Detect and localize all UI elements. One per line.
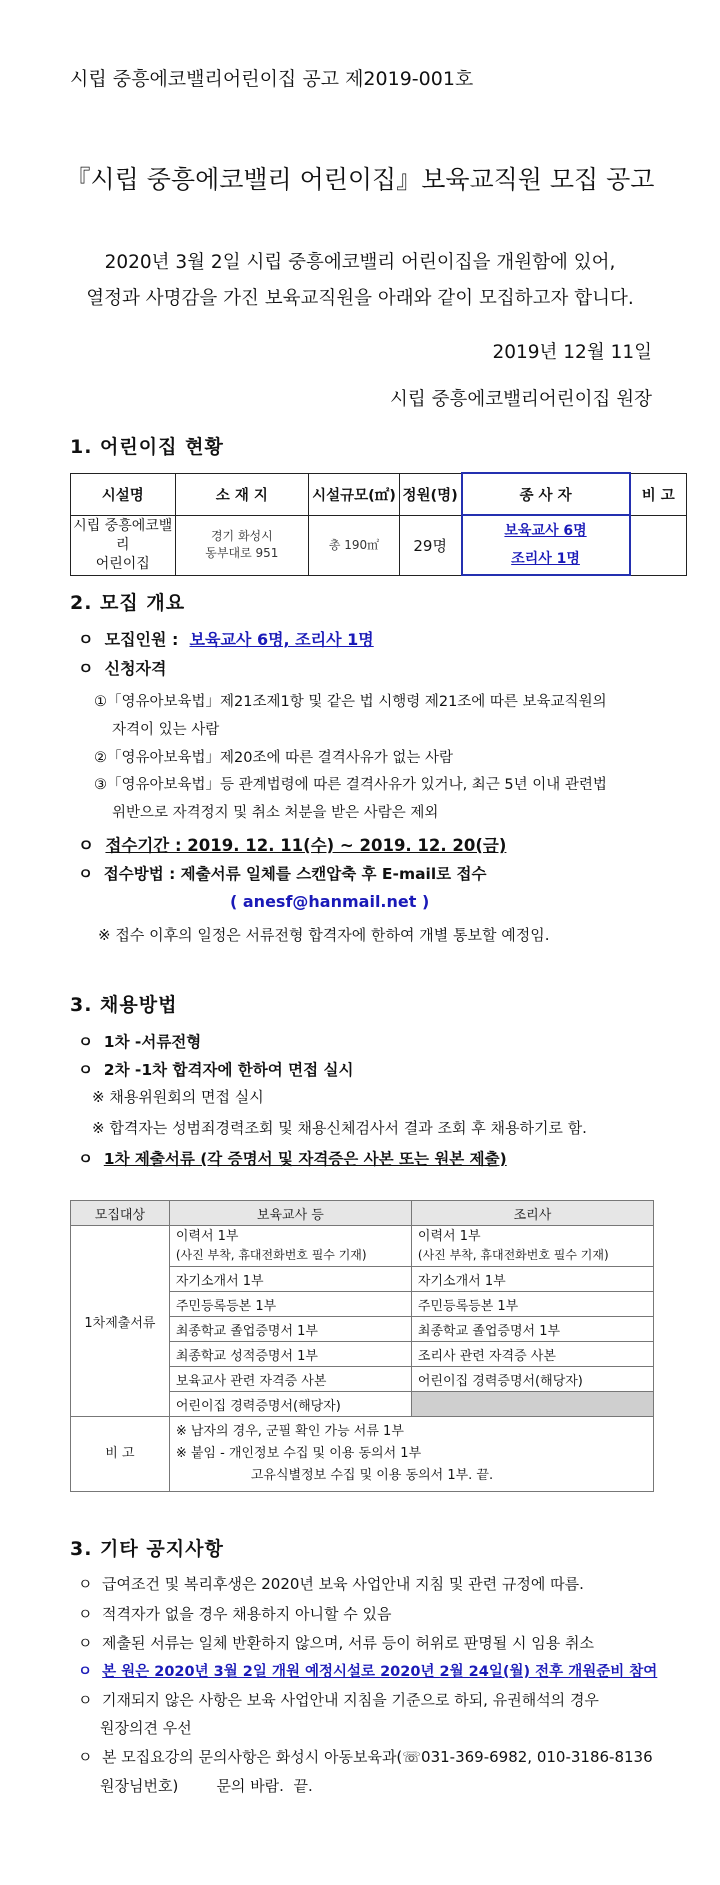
qualification-1a: ①「영유아보육법」제21조제1항 및 같은 법 시행령 제21조에 따른 보육교직원의: [94, 694, 607, 710]
cook-doc-empty: [411, 1392, 653, 1417]
other-item-text: 본 모집요강의 문의사항은 화성시 아동보육과(☏031-369-6982, 010-3186-8136: [102, 1748, 653, 1766]
other-item-text: 급여조건 및 복리후생은 2020년 보육 사업안내 지침 및 관련 규정에 따름.: [102, 1575, 584, 1593]
facility-address: [175, 515, 309, 575]
facility-name: [71, 515, 176, 575]
teacher-doc: 주민등록등본 1부: [169, 1292, 411, 1317]
facility-table-header: [71, 473, 687, 515]
bullet-icon: ㅇ: [78, 1748, 93, 1766]
qualification-3a: ③「영유아보육법」등 관계법령에 따른 결격사유가 있거나, 최근 5년 이내 관련법: [94, 777, 607, 793]
facility-name-line: 어린이집: [95, 555, 150, 572]
step-1: [78, 1030, 201, 1052]
section-1-title: 1. 어린이집 현황: [70, 436, 224, 458]
teacher-doc: 최종학교 성적증명서 1부: [169, 1342, 411, 1367]
facility-table: [70, 472, 687, 576]
bullet-icon: ㅇ: [78, 1150, 93, 1168]
facility-name-line: 시립 중흥에코밸리: [73, 517, 173, 553]
facility-capacity: 29명: [399, 515, 461, 575]
remark-line: ※ 남자의 경우, 군필 확인 가능 서류 1부: [175, 1424, 404, 1439]
section-3-title: 3. 채용방법: [70, 994, 178, 1016]
application-email[interactable]: ( anesf@hanmail.net ): [230, 892, 430, 911]
doc-row: [71, 1226, 654, 1267]
qualification-heading: [78, 656, 166, 679]
col-header: 시설규모(㎡): [309, 473, 400, 515]
documents-table: [70, 1200, 654, 1492]
bullet-icon: ㅇ: [78, 1634, 93, 1652]
recruit-line: [78, 627, 374, 650]
bullet-icon: ㅇ: [78, 836, 94, 855]
facility-note: [630, 515, 687, 575]
step-2: [78, 1058, 353, 1080]
qualification-1b: 자격이 있는 사람: [112, 722, 220, 738]
other-item-text: 적격자가 없을 경우 채용하지 아니할 수 있음: [102, 1605, 392, 1623]
teacher-doc: [169, 1226, 411, 1267]
recruit-label: 모집인원 :: [104, 630, 179, 649]
facility-staff: [462, 515, 630, 575]
teacher-doc: 보육교사 관련 자격증 사본: [169, 1367, 411, 1392]
qualification-2: ②「영유아보육법」제20조에 따른 결격사유가 없는 사람: [94, 750, 454, 766]
cook-doc: 주민등록등본 1부: [411, 1292, 653, 1317]
col-header: 비 고: [630, 473, 687, 515]
doc-line: 이력서 1부: [175, 1229, 239, 1244]
col-header: 보육교사 등: [169, 1201, 411, 1226]
bullet-icon: ㅇ: [78, 1033, 93, 1051]
teacher-doc: 자기소개서 1부: [169, 1267, 411, 1292]
hiring-note: ※ 합격자는 성범죄경력조회 및 채용신체검사서 결과 조회 후 채용하기로 함.: [92, 1119, 587, 1137]
other-item-6: [78, 1746, 653, 1767]
cook-doc: [411, 1226, 653, 1267]
staff-cook: 조리사 1명: [511, 551, 580, 567]
submission-docs: [78, 1147, 507, 1169]
other-item-2: [78, 1603, 391, 1624]
other-item-5: [78, 1689, 599, 1710]
teacher-doc: 최종학교 졸업증명서 1부: [169, 1317, 411, 1342]
bullet-icon: ㅇ: [78, 659, 94, 678]
recruit-value: 보육교사 6명, 조리사 1명: [189, 630, 374, 649]
qualification-label: 신청자격: [104, 659, 167, 678]
other-item-text: 기재되지 않은 사항은 보육 사업안내 지침을 기준으로 하되, 유권해석의 경우: [102, 1691, 599, 1709]
col-header-staff: 종 사 자: [462, 473, 630, 515]
notice-date: 2019년 12월 11일: [492, 342, 652, 363]
bullet-icon: ㅇ: [78, 1605, 93, 1623]
col-header: 소 재 지: [175, 473, 309, 515]
col-header: 모집대상: [71, 1201, 170, 1226]
application-method: [78, 862, 487, 884]
bullet-icon: ㅇ: [78, 1691, 93, 1709]
period-text: 접수기간 : 2019. 12. 11(수) ~ 2019. 12. 20(금): [105, 836, 507, 855]
remark-row: [71, 1417, 654, 1492]
qualification-3b: 위반으로 자격정지 및 취소 처분을 받은 사람은 제외: [112, 805, 439, 821]
other-item-5b: 원장의견 우선: [100, 1719, 192, 1737]
doc-line: (사진 부착, 휴대전화번호 필수 기재): [175, 1248, 367, 1262]
remark-content: [169, 1417, 653, 1492]
staff-teacher: 보육교사 6명: [504, 523, 587, 539]
remark-line: 고유식별정보 수집 및 이용 동의서 1부. 끝.: [250, 1468, 494, 1483]
cook-doc: 어린이집 경력증명서(해당자): [411, 1367, 653, 1392]
other-item-6b: 원장님번호) 문의 바람. 끝.: [100, 1777, 313, 1795]
other-item-text: 본 원은 2020년 3월 2일 개원 예정시설로 2020년 2월 24일(월) 전후 개원준비 참여: [102, 1664, 658, 1680]
other-item-text: 제출된 서류는 일체 반환하지 않으며, 서류 등이 허위로 판명될 시 임용 취소: [102, 1634, 594, 1652]
row-label: 1차제출서류: [71, 1226, 170, 1417]
doc-line: 이력서 1부: [417, 1229, 481, 1244]
other-item-1: [78, 1573, 584, 1594]
facility-row: [71, 515, 687, 575]
address-line: 동부대로 951: [205, 546, 279, 560]
bullet-icon: ㅇ: [78, 1664, 93, 1680]
interview-note: ※ 채용위원회의 면접 실시: [92, 1088, 264, 1106]
bullet-icon: ㅇ: [78, 1061, 93, 1079]
application-period: [78, 832, 506, 856]
step-2-text: 2차 -1차 합격자에 한하여 면접 실시: [103, 1061, 354, 1079]
other-item-3: [78, 1632, 594, 1653]
schedule-note: ※ 접수 이후의 일정은 서류전형 합격자에 한하여 개별 통보할 예정임.: [98, 926, 550, 944]
col-header: 조리사: [411, 1201, 653, 1226]
other-item-4: [78, 1660, 657, 1681]
col-header: 정원(명): [399, 473, 461, 515]
bullet-icon: ㅇ: [78, 630, 94, 649]
section-2-title: 2. 모집 개요: [70, 592, 186, 614]
bullet-icon: ㅇ: [78, 1575, 93, 1593]
remark-line: ※ 붙임 - 개인정보 수집 및 이용 동의서 1부: [175, 1446, 422, 1461]
notice-number: 시립 중흥에코밸리어린이집 공고 제2019-001호: [70, 68, 474, 90]
step-1-text: 1차 -서류전형: [103, 1033, 202, 1051]
page-title: 『시립 중흥에코밸리 어린이집』보육교직원 모집 공고: [65, 165, 655, 194]
bullet-icon: ㅇ: [78, 865, 93, 883]
section-4-title: 3. 기타 공지사항: [70, 1538, 224, 1560]
doc-line: (사진 부착, 휴대전화번호 필수 기재): [417, 1248, 609, 1262]
col-header: 시설명: [71, 473, 176, 515]
documents-table-header: [71, 1201, 654, 1226]
cook-doc: 조리사 관련 자격증 사본: [411, 1342, 653, 1367]
facility-size: 총 190㎡: [309, 515, 400, 575]
intro-line-1: 2020년 3월 2일 시립 중흥에코밸리 어린이집을 개원함에 있어,: [104, 252, 616, 273]
cook-doc: 자기소개서 1부: [411, 1267, 653, 1292]
address-line: 경기 화성시: [210, 529, 273, 543]
cook-doc: 최종학교 졸업증명서 1부: [411, 1317, 653, 1342]
issuer: 시립 중흥에코밸리어린이집 원장: [390, 389, 652, 410]
submission-docs-text: 1차 제출서류 (각 증명서 및 자격증은 사본 또는 원본 제출): [103, 1150, 507, 1168]
remark-label: 비 고: [71, 1417, 170, 1492]
method-text: 접수방법 : 제출서류 일체를 스캔압축 후 E-mail로 접수: [103, 865, 487, 883]
intro-line-2: 열정과 사명감을 가진 보육교직원을 아래와 같이 모집하고자 합니다.: [86, 288, 634, 309]
teacher-doc: 어린이집 경력증명서(해당자): [169, 1392, 411, 1417]
